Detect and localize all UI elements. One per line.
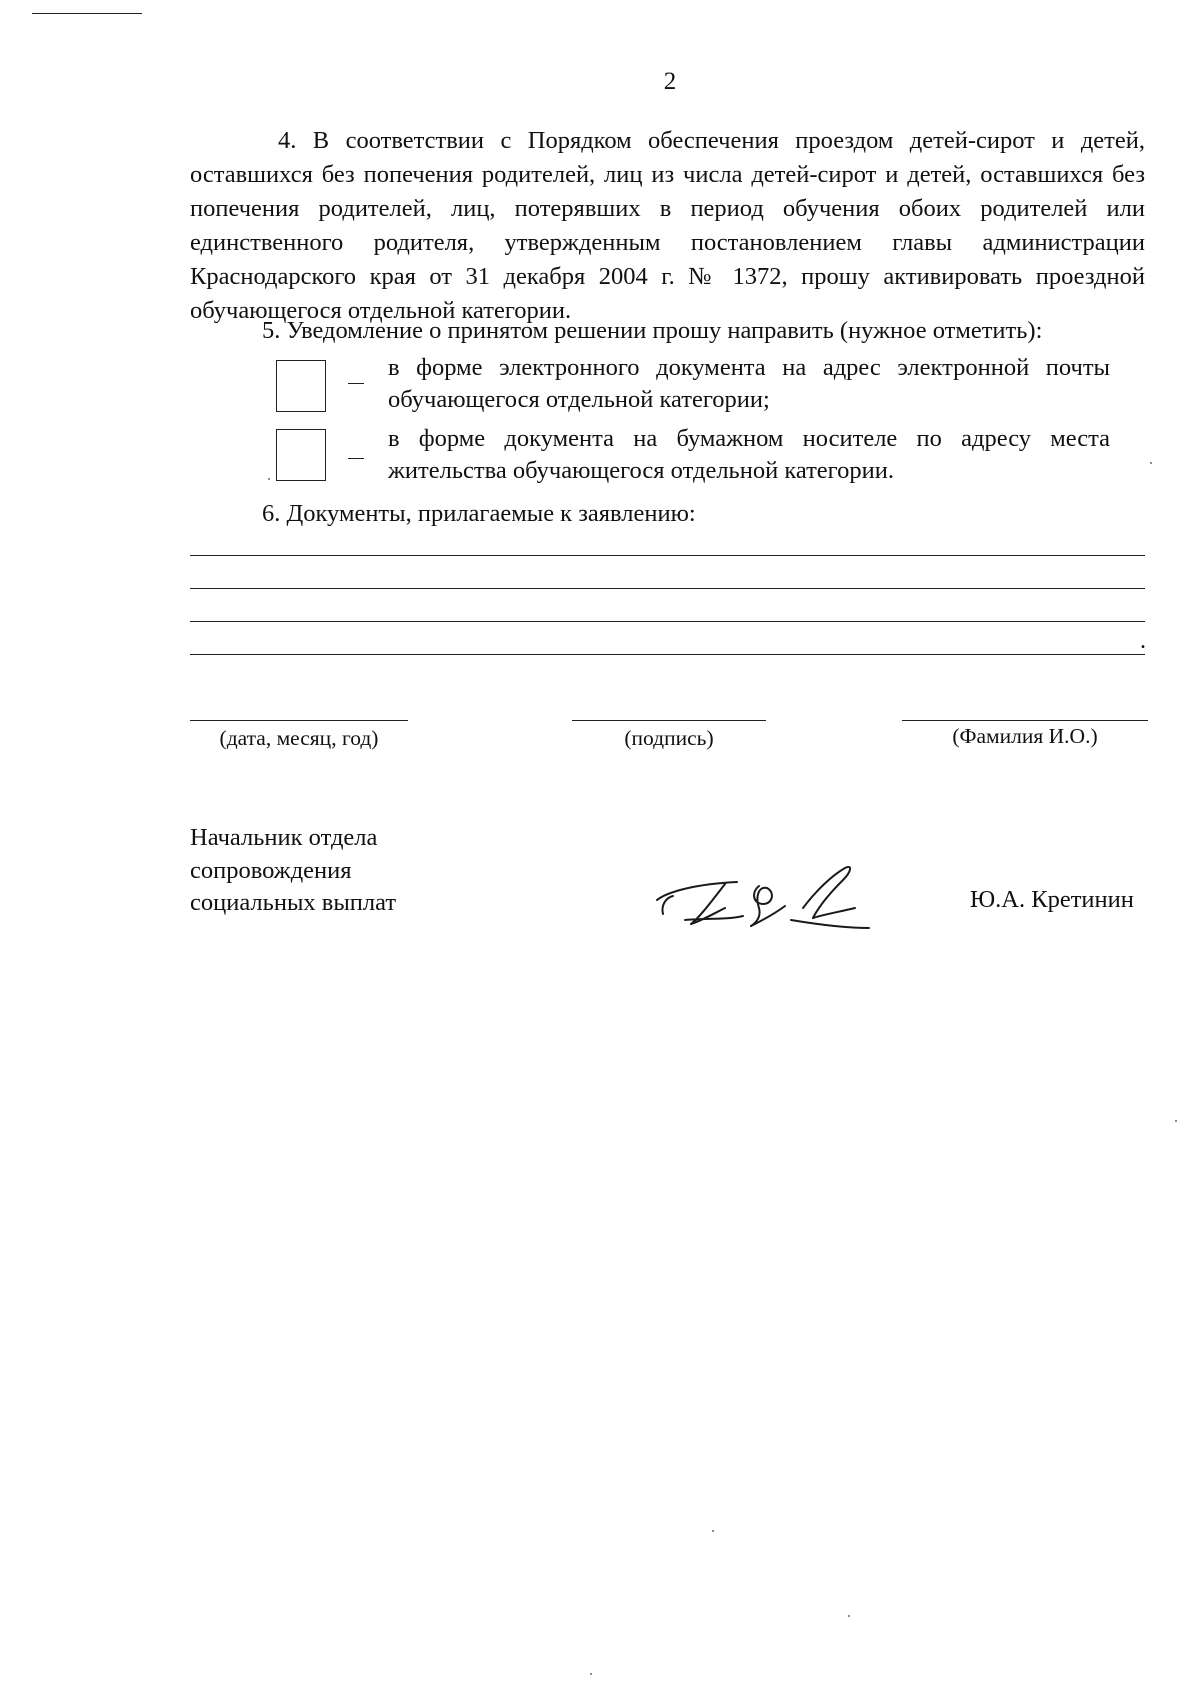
option-dash xyxy=(348,383,364,384)
attachments-line-4[interactable] xyxy=(190,654,1145,655)
paragraph-5: 5. Уведомление о принятом решении прошу направить (нужное отметить): xyxy=(262,317,1043,344)
scan-speck xyxy=(712,1530,714,1532)
chief-title xyxy=(190,822,396,920)
scan-speck xyxy=(268,478,270,480)
page-number: 2 xyxy=(663,68,677,95)
chief-title-line: Начальник отдела xyxy=(190,824,378,851)
attachments-line-3[interactable] xyxy=(190,621,1145,622)
paragraph-4: 4. В соответствии с Порядком обеспечения проездом детей-сирот и детей, оставшихся без попечения родителей, лиц из числа детей-сирот и детей, оставшихся без попечения родителей, лиц, потерявших в период обучения обоих родителей или единственного родителя, утвержденным постановлением главы администрации Краснодарского края от 31 декабря 2004 г. № 1372, прошу активировать проездной обучающегося отдельной категории. xyxy=(190,127,1145,324)
attachments-line-1[interactable] xyxy=(190,555,1145,556)
date-line[interactable] xyxy=(190,720,408,721)
name-line[interactable] xyxy=(902,720,1148,721)
date-caption: (дата, месяц, год) xyxy=(219,726,379,750)
scan-speck xyxy=(1175,1120,1177,1122)
attachments-line-2[interactable] xyxy=(190,588,1145,589)
option-paper-text: в форме документа на бумажном носителе по адресу места жительства обучающегося отдельной категории. xyxy=(388,425,1110,484)
signer-name: Ю.А. Кретинин xyxy=(970,886,1134,913)
chief-title-line: социальных выплат xyxy=(190,889,397,916)
scan-speck xyxy=(1150,462,1152,464)
signature-line[interactable] xyxy=(572,720,766,721)
option-email-text: в форме электронного документа на адрес электронной почты обучающегося отдельной категории; xyxy=(388,354,1110,413)
signature-caption: (подпись) xyxy=(624,726,714,750)
name-caption: (Фамилия И.О.) xyxy=(952,724,1098,748)
scan-speck xyxy=(848,1615,850,1617)
scan-speck xyxy=(590,1673,592,1675)
handwritten-signature-icon xyxy=(655,862,875,942)
option-dash xyxy=(348,458,364,459)
chief-title-line: сопровождения xyxy=(190,856,352,884)
checkbox-email[interactable] xyxy=(276,360,326,412)
top-left-rule xyxy=(32,13,142,14)
paragraph-6: 6. Документы, прилагаемые к заявлению: xyxy=(262,500,696,527)
attachments-end-mark: . xyxy=(1140,628,1146,654)
checkbox-paper[interactable] xyxy=(276,429,326,481)
